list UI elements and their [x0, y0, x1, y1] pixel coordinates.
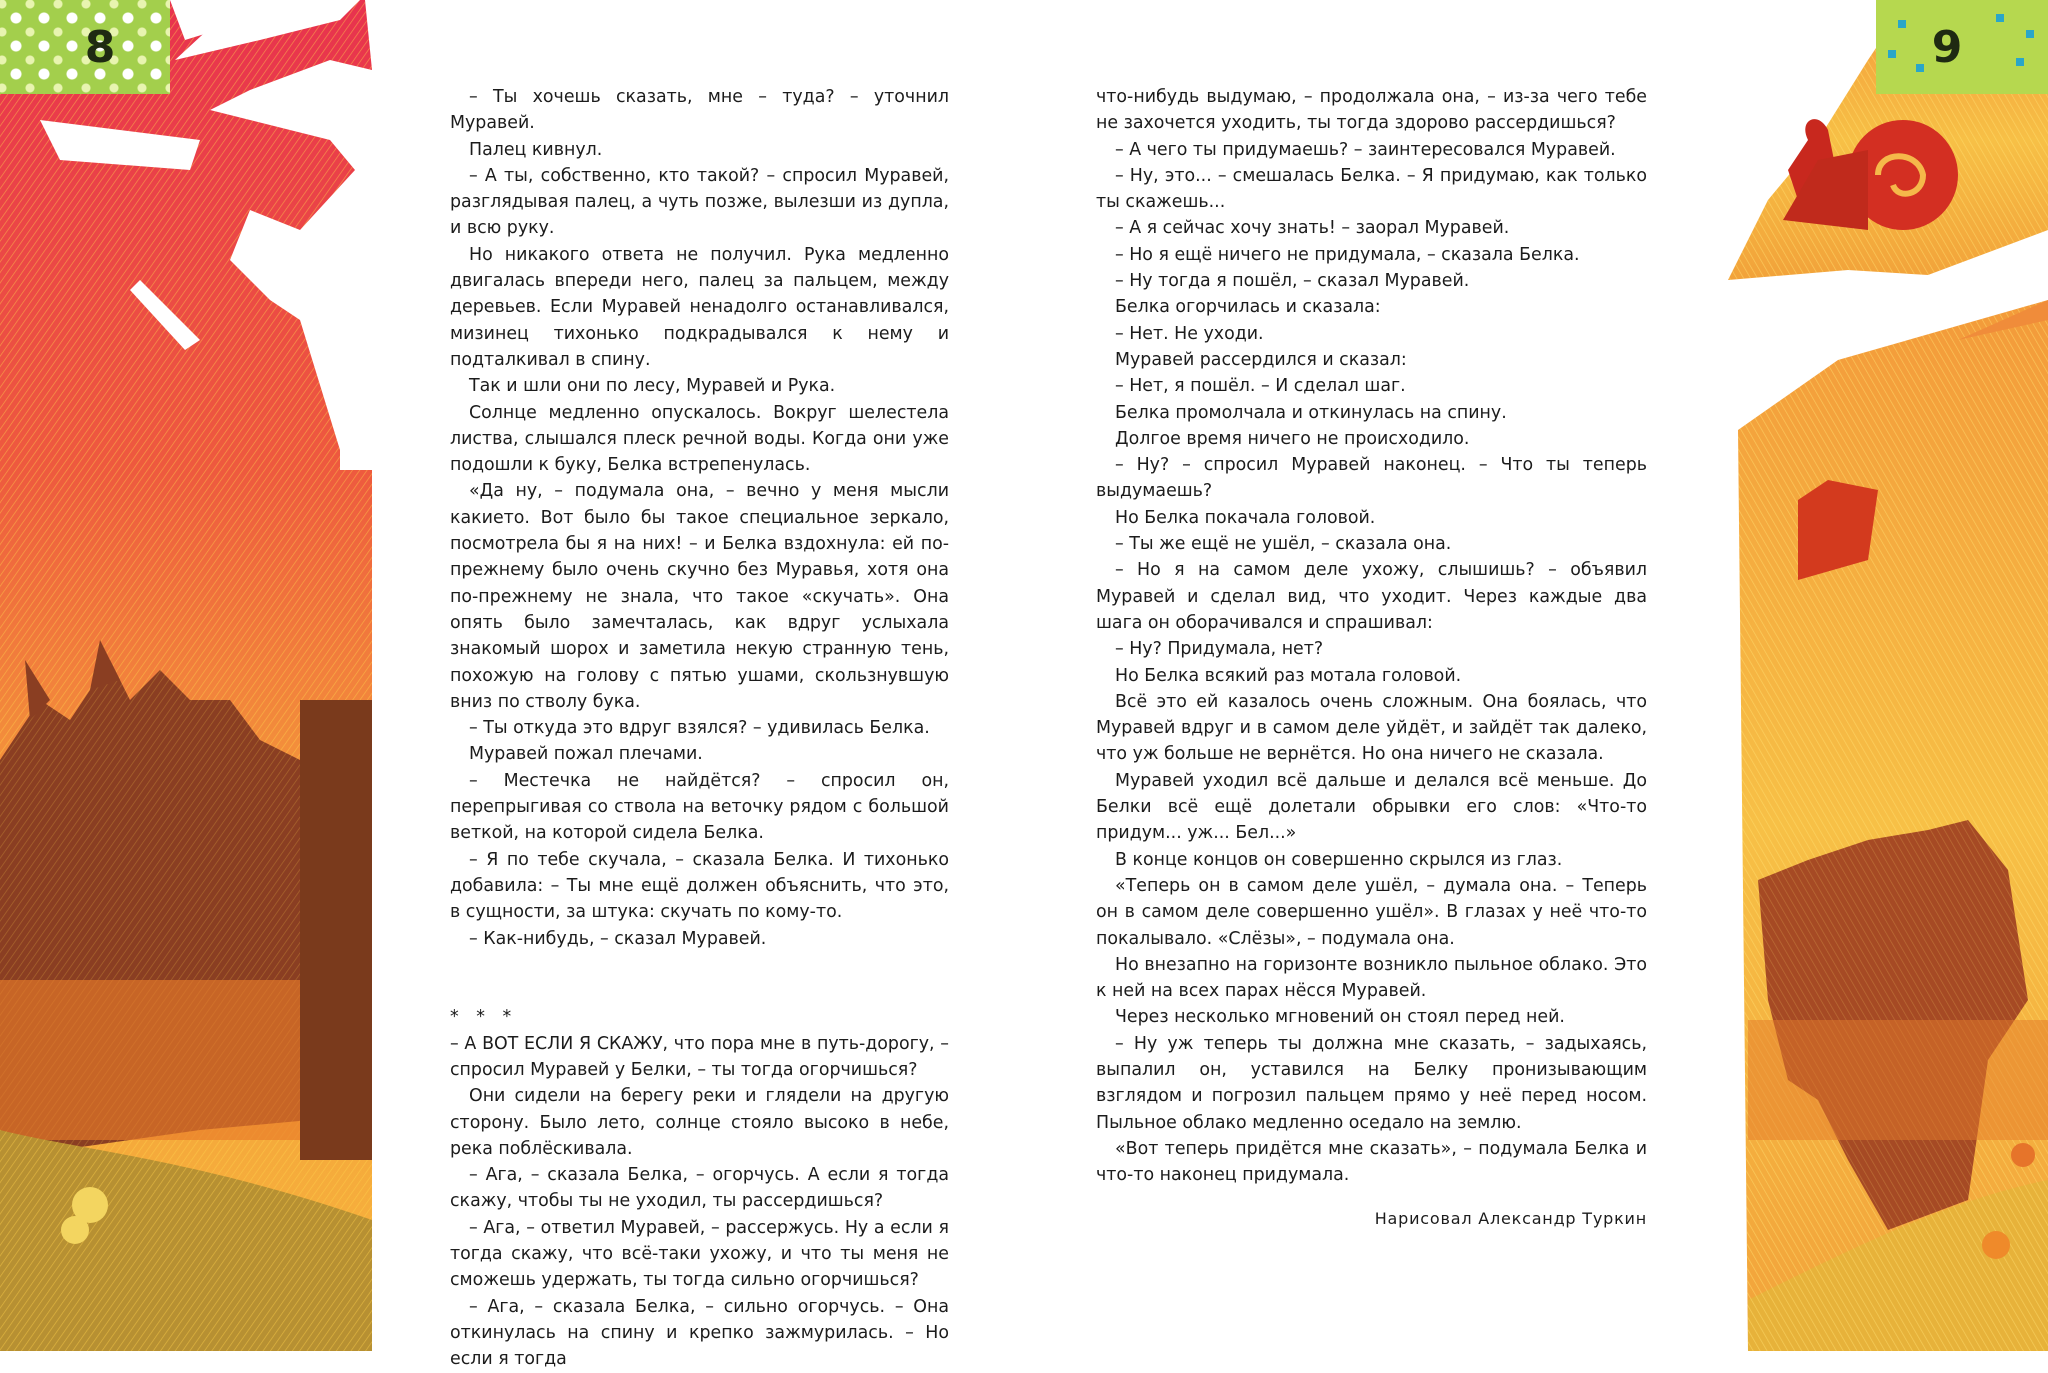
page-number-left: 8 — [84, 21, 116, 73]
paragraph: – Но я ещё ничего не придумала, – сказала Белка. — [1115, 244, 1580, 265]
illustrator-credit: Нарисовал Александр Туркин — [1374, 1209, 1647, 1229]
paragraph: Но Белка всякий раз мотала головой. — [1115, 665, 1462, 686]
paragraph: Белка промолчала и откинулась на спину. — [1115, 402, 1507, 423]
paragraph: «Да ну, – подумала она, – вечно у меня мысли какието. Вот было бы такое специальное зеркало, посмотрела бы я на них! – и Белка вздохнула: ей по-прежнему было очень скучно без Муравья, хотя она по-прежнему не знала, что такое «скучать». Она опять было замечталась, как вдруг услыхала знакомый шорох и заметила некую странную тень, похожую на голову с пятью ушами, скользнувшую вниз по стволу бука. — [450, 481, 949, 712]
paragraph: Солнце медленно опускалось. Вокруг шелестела листва, слышался плеск речной воды. Когда они уже подошли к буку, Белка встрепенулась. — [450, 402, 949, 476]
paragraph: – Как-нибудь, – сказал Муравей. — [469, 928, 767, 949]
page-number-tab-left — [0, 0, 170, 94]
paragraph: Так и шли они по лесу, Муравей и Рука. — [469, 376, 836, 397]
paragraph: «Теперь он в самом деле ушёл, – думала она. – Теперь он в самом деле совершенно ушёл». В глазах у неё что-то покалывало. «Слёзы», – подумала она. — [1096, 875, 1647, 949]
paragraph: Палец кивнул. — [469, 139, 603, 160]
section-gap — [450, 952, 949, 1005]
paragraph: Муравей уходил всё дальше и делался всё меньше. До Белки всё ещё долетали обрывки его слов: «Что-то придум... уж... Бел...» — [1096, 770, 1647, 844]
right-page-illustration — [1728, 0, 2048, 1351]
paragraph: – Ну, это... – смешалась Белка. – Я придумаю, как только ты скажешь... — [1096, 165, 1647, 213]
paragraph: Муравей пожал плечами. — [469, 744, 703, 765]
paragraph: – Нет. Не уходи. — [1115, 323, 1264, 344]
section-break-stars: * * * — [450, 1007, 518, 1028]
paragraph: Через несколько мгновений он стоял перед ней. — [1115, 1007, 1565, 1028]
paragraph: – Ты хочешь сказать, мне – туда? – уточнил Муравей. — [450, 87, 949, 134]
paragraph: Всё это ей казалось очень сложным. Она боялась, что Муравей вдруг и в самом деле уйдёт, и зайдёт так далеко, что уж больше не вернётся. Но она ничего не сказала. — [1096, 691, 1647, 765]
paragraph: – А ты, собственно, кто такой? – спросил Муравей, разглядывая палец, а чуть позже, вылезши из дупла, и всю руку. — [450, 165, 949, 239]
paragraph: – Ага, – ответил Муравей, – рассержусь. Ну а если я тогда скажу, что всё-таки ухожу, и что ты меня не сможешь удержать, ты тогда сильно огорчишься? — [450, 1217, 949, 1291]
paragraph: – Ты откуда это вдруг взялся? – удивилась Белка. — [469, 718, 930, 739]
paragraph: – Ну? Придумала, нет? — [1115, 639, 1324, 660]
paragraph: – Ну уж теперь ты должна мне сказать, – задыхаясь, выпалил он, уставился на Белку пронизывающим взглядом и погрозил пальцем прямо у неё перед носом. Пыльное облако медленно оседало на землю. — [1096, 1033, 1647, 1133]
paragraph: В конце концов он совершенно скрылся из глаз. — [1115, 849, 1563, 870]
paragraph: – Я по тебе скучала, – сказала Белка. И тихонько добавила: – Ты мне ещё должен объяснить, что это, в сущности, за штука: скучать по кому-то. — [450, 849, 949, 923]
paragraph: «Вот теперь придётся мне сказать», – подумала Белка и что-то наконец придумала. — [1096, 1138, 1647, 1186]
paragraph: – Ты же ещё не ушёл, – сказала она. — [1115, 534, 1452, 555]
paragraph: – Ага, – сказала Белка, – сильно огорчусь. – Она откинулась на спину и крепко зажмурилась. – Но если я тогда — [450, 1296, 949, 1370]
paragraph: – Ага, – сказала Белка, – огорчусь. А если я тогда скажу, чтобы ты не уходил, ты рассердишься? — [450, 1165, 949, 1212]
section-opening: – А ВОТ ЕСЛИ Я СКАЖУ, что пора мне в путь-дорогу, – спросил Муравей у Белки, – ты тогда огорчишься? — [450, 1033, 949, 1080]
paragraph: – Местечка не найдётся? – спросил он, перепрыгивая со ствола на веточку рядом с большой веткой, на которой сидела Белка. — [450, 770, 949, 844]
paragraph: Они сидели на берегу реки и глядели на другую сторону. Было лето, солнце стояло высоко в небе, река поблёскивала. — [450, 1086, 949, 1159]
paragraph-continuation: что-нибудь выдумаю, – продолжала она, – из-за чего тебе не захочется уходить, ты тогда здорово рассердишься? — [1096, 87, 1647, 134]
paragraph: Но никакого ответа не получил. Рука медленно двигалась впереди него, палец за пальцем, между деревьев. Если Муравей ненадолго останавливался, мизинец тихонько подкрадывался к нему и подталкивал в спину. — [450, 244, 949, 370]
paragraph: Муравей рассердился и сказал: — [1115, 349, 1407, 370]
paragraph: Долгое время ничего не происходило. — [1115, 428, 1470, 449]
paragraph: – Нет, я пошёл. – И сделал шаг. — [1115, 376, 1406, 397]
paragraph: Белка огорчилась и сказала: — [1115, 297, 1381, 318]
paragraph: – Ну? – спросил Муравей наконец. – Что ты теперь выдумаешь? — [1096, 455, 1647, 502]
paragraph: Но внезапно на горизонте возникло пыльное облако. Это к ней на всех парах нёсся Муравей. — [1096, 954, 1647, 1002]
paragraph: – Ну тогда я пошёл, – сказал Муравей. — [1115, 271, 1470, 292]
left-page-illustration — [0, 0, 372, 1351]
right-text-column — [1096, 84, 1647, 1233]
paragraph: – Но я на самом деле ухожу, слышишь? – объявил Муравей и сделал вид, что уходит. Через каждые два шага он оборачивался и спрашивал: — [1096, 560, 1647, 633]
paragraph: Но Белка покачала головой. — [1115, 507, 1376, 528]
paragraph: – А чего ты придумаешь? – заинтересовался Муравей. — [1115, 139, 1616, 160]
paragraph: – А я сейчас хочу знать! – заорал Муравей. — [1115, 218, 1510, 239]
page-number-right: 9 — [1931, 21, 1963, 73]
page-number-tab-right — [1876, 0, 2048, 94]
left-text-column — [450, 84, 949, 1373]
